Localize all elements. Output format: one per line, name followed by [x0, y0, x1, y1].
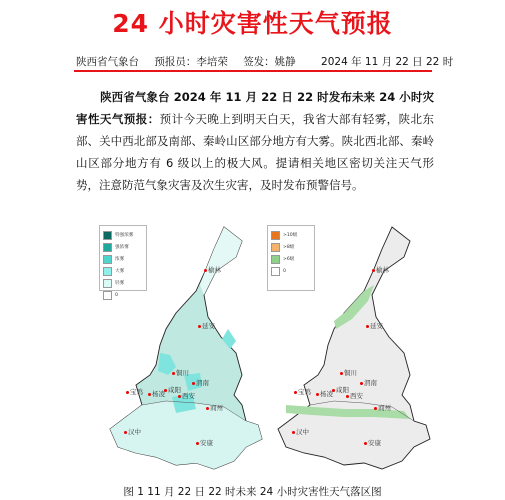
city-xian: 西安 — [178, 391, 195, 400]
forecast-body — [76, 86, 434, 196]
wind-legend-label: >6级 — [283, 257, 295, 262]
city-hanzhong: 汉中 — [124, 427, 141, 436]
fog-legend-swatch — [103, 279, 112, 288]
city-xian: 西安 — [346, 391, 363, 400]
wind-map — [264, 225, 434, 475]
fog-legend-item — [103, 253, 144, 265]
meta-forecaster: 预报员：李培荣 — [154, 56, 228, 68]
fog-legend-label: 强浓雾 — [115, 245, 129, 250]
forecast-text: 预计今天晚上到明天白天，我省大部有轻雾，陕北东部、关中西北部及南部、秦岭山区部分地方有大雾。陕北西北部、秦岭山区部分地方有 6 级以上的极大风。提请相关地区密切关注天气形势，注意防范气象灾害及次生灾害，及时发布预警信号。 — [76, 112, 434, 192]
city-weinan: 渭南 — [192, 378, 209, 387]
fog-legend-swatch — [103, 255, 112, 264]
city-yulin: 榆林 — [372, 265, 389, 274]
header-divider — [74, 70, 432, 72]
city-hanzhong: 汉中 — [292, 427, 309, 436]
city-tongchuan: 铜川 — [172, 368, 189, 377]
fog-legend-label: 大雾 — [115, 269, 125, 274]
city-baoji: 宝鸡 — [126, 387, 143, 396]
wind-legend-label: >8级 — [283, 245, 295, 250]
meta-date: 2024 年 11 月 22 日 22 时 — [321, 56, 454, 68]
meta-signer: 签发：姚静 — [243, 56, 296, 68]
city-yangling: 杨凌 — [316, 389, 333, 398]
fog-legend — [99, 225, 147, 298]
city-shangluo: 商州 — [374, 403, 391, 412]
city-tongchuan: 铜川 — [340, 368, 357, 377]
wind-legend — [267, 225, 315, 291]
fog-zone-light-north — [200, 227, 242, 295]
fog-legend-swatch — [103, 243, 112, 252]
wind-legend-swatch — [271, 267, 280, 276]
wind-legend-swatch — [271, 255, 280, 264]
fog-legend-swatch — [103, 231, 112, 240]
city-shangluo: 商州 — [206, 403, 223, 412]
city-xianyang: 咸阳 — [332, 385, 349, 394]
fog-legend-swatch — [103, 267, 112, 276]
city-yanan: 延安 — [198, 321, 215, 330]
wind-legend-item — [271, 229, 312, 241]
fog-legend-label: 0 — [115, 292, 118, 298]
city-weinan: 渭南 — [360, 378, 377, 387]
forecast-lead: 陕西省气象台 2024 年 11 月 22 日 22 时发布未来 24 小时灾害性天气预报： — [76, 90, 434, 126]
fog-legend-label: 特强浓雾 — [115, 233, 134, 238]
city-ankang: 安康 — [196, 438, 213, 447]
fog-legend-swatch — [103, 291, 112, 300]
wind-legend-swatch — [271, 243, 280, 252]
wind-legend-swatch — [271, 231, 280, 240]
fog-legend-item — [103, 277, 144, 289]
fog-legend-item — [103, 229, 144, 241]
page-title: 24 小时灾害性天气预报 — [112, 9, 393, 38]
city-yulin: 榆林 — [204, 265, 221, 274]
wind-legend-label: 0 — [283, 268, 286, 274]
meta-line — [76, 54, 454, 69]
wind-legend-label: >10级 — [283, 233, 298, 238]
fog-legend-label: 浓雾 — [115, 257, 125, 262]
fog-legend-item — [103, 289, 144, 301]
city-yangling: 杨凌 — [148, 389, 165, 398]
wind-legend-item — [271, 253, 312, 265]
meta-org: 陕西省气象台 — [76, 56, 139, 68]
fog-map — [96, 225, 266, 475]
wind-legend-item — [271, 241, 312, 253]
fog-legend-item — [103, 265, 144, 277]
city-baoji: 宝鸡 — [294, 387, 311, 396]
fog-legend-item — [103, 241, 144, 253]
figure-caption: 图 1 11 月 22 日 22 时未来 24 小时灾害性天气落区图 — [123, 486, 382, 498]
fog-legend-label: 轻雾 — [115, 281, 125, 286]
city-ankang: 安康 — [364, 438, 381, 447]
city-xianyang: 咸阳 — [164, 385, 181, 394]
city-yanan: 延安 — [366, 321, 383, 330]
wind-legend-item — [271, 265, 312, 277]
